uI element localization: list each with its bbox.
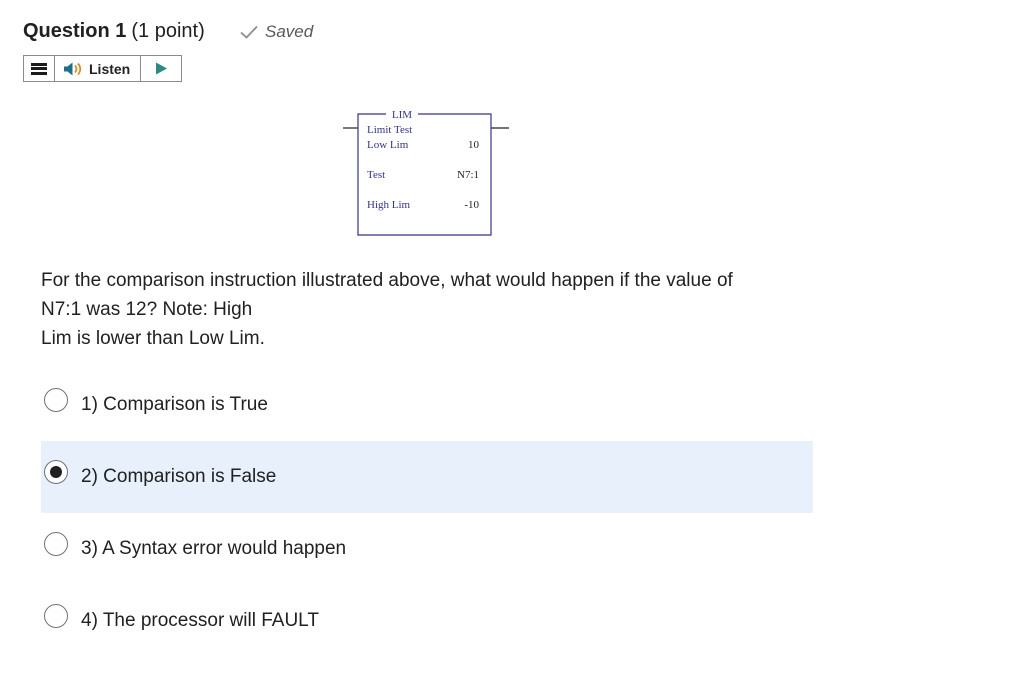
prompt-line: For the comparison instruction illustrated above, what would happen if the value of bbox=[41, 270, 733, 291]
answer-option-4[interactable] bbox=[41, 585, 813, 657]
answer-option-label: 3) A Syntax error would happen bbox=[81, 538, 347, 559]
answer-option-label: 4) The processor will FAULT bbox=[81, 610, 319, 631]
readspeaker-toolbar bbox=[23, 55, 182, 82]
prompt-line: N7:1 was 12? Note: High bbox=[41, 299, 253, 320]
high-lim-value: -10 bbox=[464, 199, 479, 211]
saved-label: Saved bbox=[265, 22, 314, 41]
radio-button[interactable] bbox=[44, 388, 68, 412]
answer-option-label: 2) Comparison is False bbox=[81, 466, 277, 487]
high-lim-label: High Lim bbox=[367, 199, 411, 211]
play-icon bbox=[155, 62, 168, 75]
question-header bbox=[23, 20, 205, 48]
lim-instruction-diagram bbox=[343, 108, 509, 238]
menu-icon bbox=[31, 63, 47, 75]
radio-button[interactable] bbox=[44, 604, 68, 628]
radio-button[interactable] bbox=[44, 532, 68, 556]
menu-button[interactable] bbox=[24, 56, 55, 81]
radio-selected-dot bbox=[50, 466, 62, 478]
radio-button[interactable] bbox=[44, 460, 68, 484]
answer-option-1[interactable] bbox=[41, 369, 813, 441]
test-value: N7:1 bbox=[457, 169, 479, 181]
prompt-line: Lim is lower than Low Lim. bbox=[41, 328, 265, 349]
answer-option-2[interactable] bbox=[41, 441, 813, 513]
low-lim-label: Low Lim bbox=[367, 139, 409, 151]
instruction-name: Limit Test bbox=[367, 124, 413, 136]
answer-option-label: 1) Comparison is True bbox=[81, 394, 268, 415]
question-prompt bbox=[41, 266, 811, 353]
check-icon bbox=[240, 25, 258, 39]
test-label: Test bbox=[367, 169, 386, 181]
question-points: (1 point) bbox=[131, 20, 205, 42]
saved-status bbox=[240, 22, 313, 42]
listen-button[interactable] bbox=[55, 56, 141, 81]
question-title: Question 1 bbox=[23, 20, 127, 42]
answer-option-3[interactable] bbox=[41, 513, 813, 585]
play-button[interactable] bbox=[141, 56, 181, 81]
instruction-mnemonic: LIM bbox=[391, 109, 413, 121]
low-lim-value: 10 bbox=[468, 139, 479, 151]
listen-label: Listen bbox=[89, 60, 131, 77]
speaker-icon bbox=[63, 62, 85, 76]
